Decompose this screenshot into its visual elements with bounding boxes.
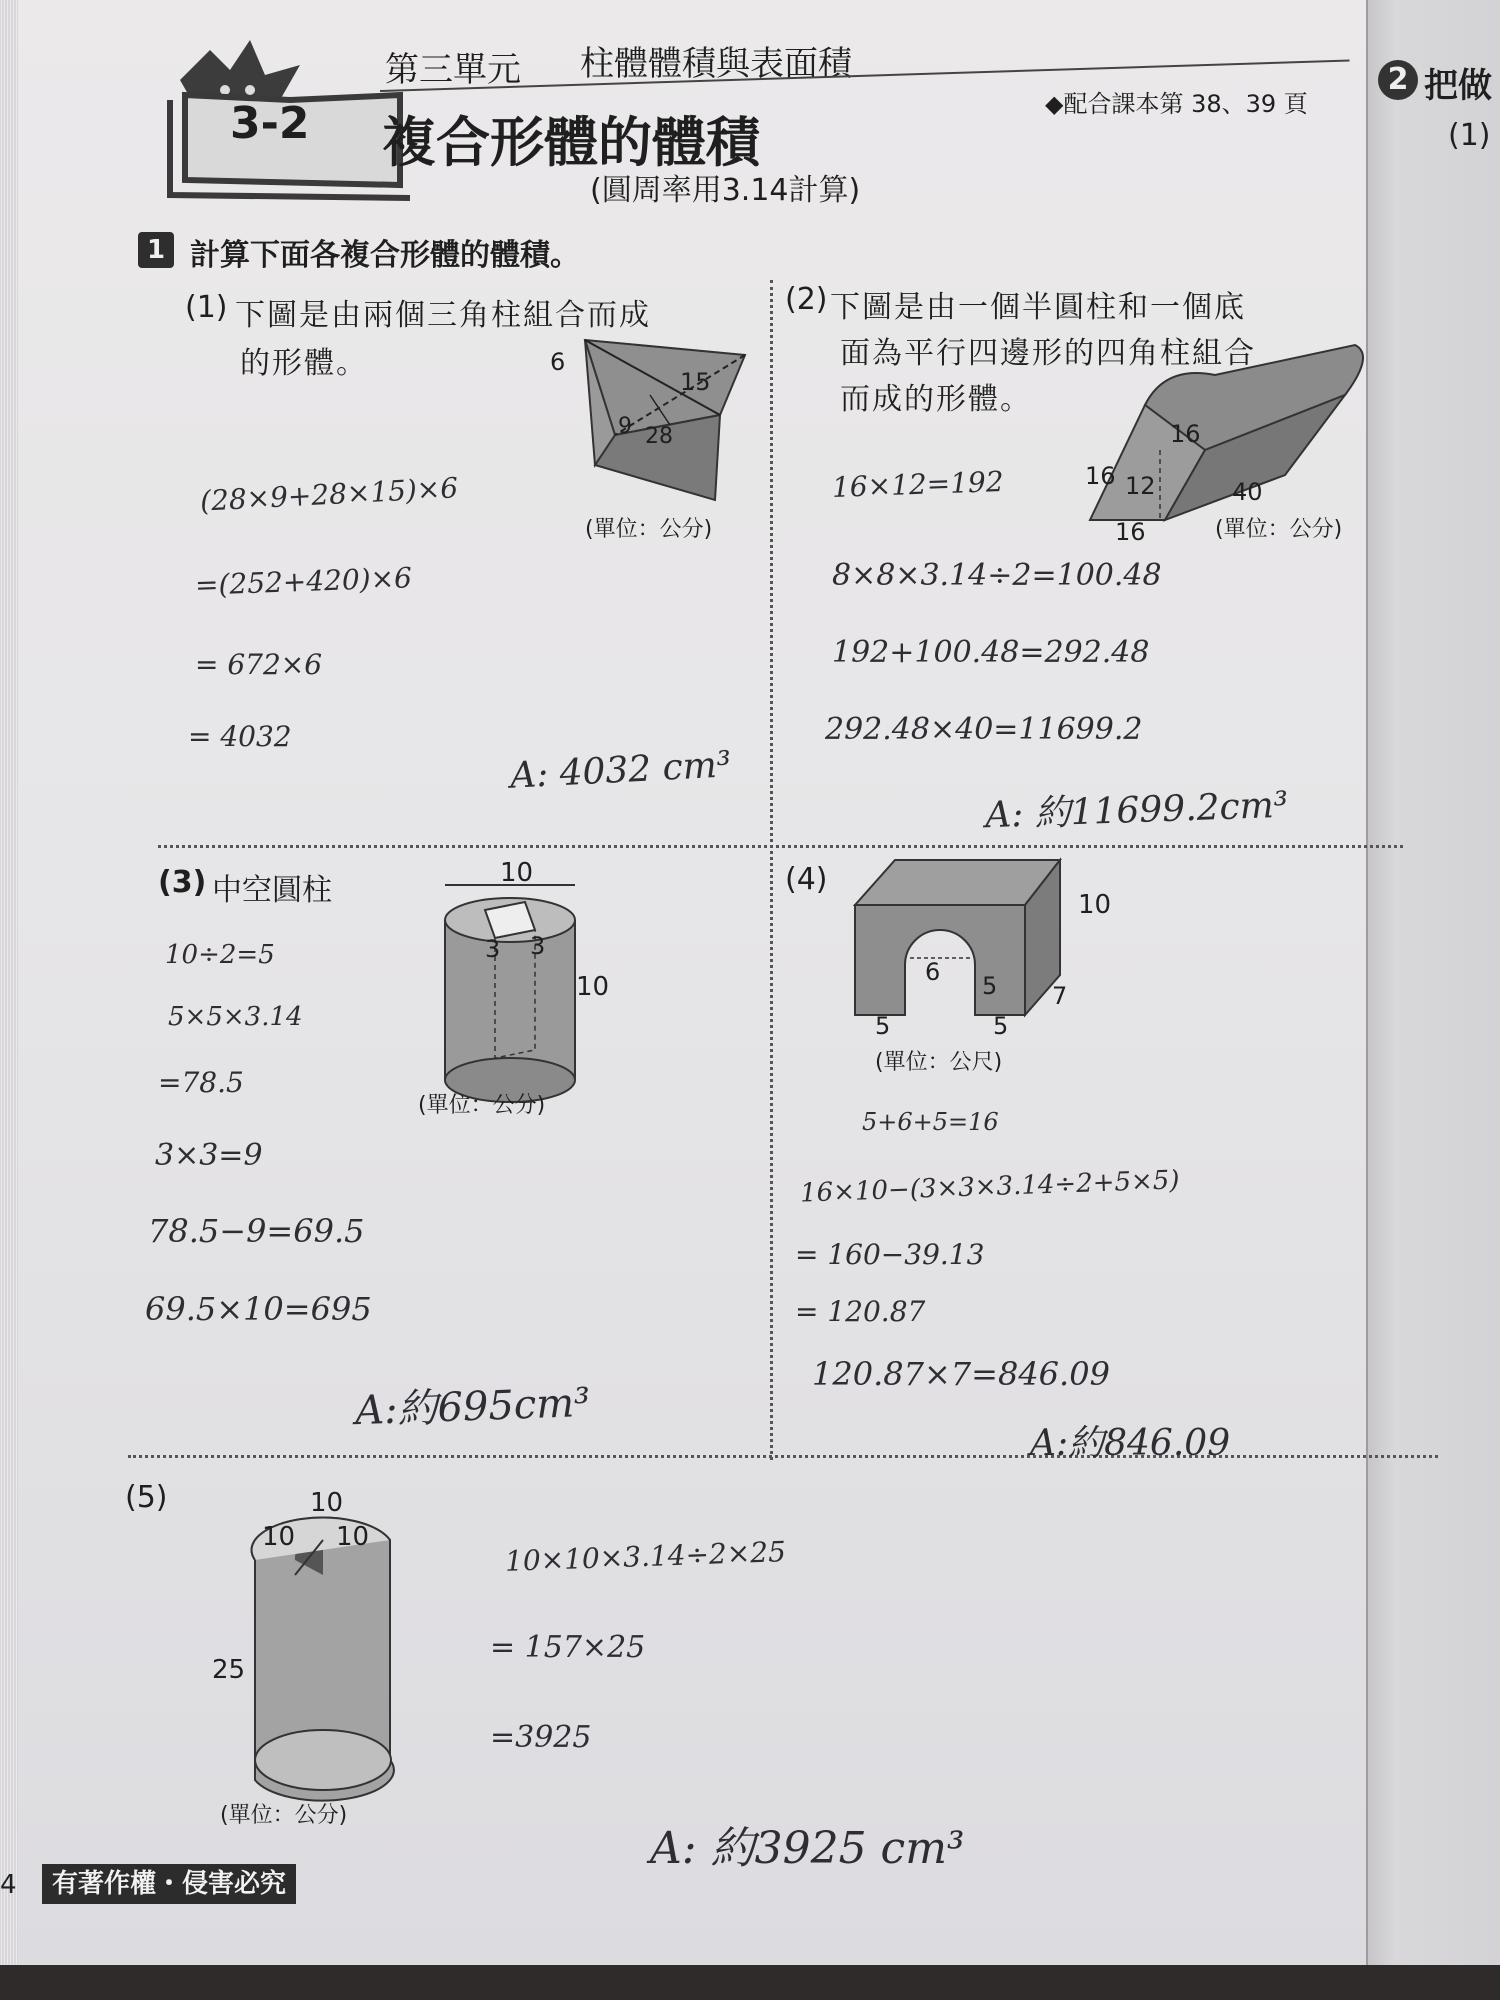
p5-answer: A: 約3925 cm³ xyxy=(650,1823,965,1874)
p5-unit-note: (單位：公分) xyxy=(220,1803,348,1828)
unit-label: 第三單元 xyxy=(385,50,521,90)
p3-dim-side-b: 3 xyxy=(530,932,546,960)
page-number: 4 xyxy=(0,1870,17,1900)
p2-text-line3: 而成的形體。 xyxy=(840,382,1032,417)
column-divider xyxy=(770,280,773,1460)
p2-dim-e: 40 xyxy=(1232,478,1263,506)
p1-unit-note: (單位：公分) xyxy=(585,517,713,542)
section-number-icon: 1 xyxy=(138,232,174,268)
p4-answer: A:約846.09 xyxy=(1030,1423,1231,1464)
pi-note: (圓周率用3.14計算) xyxy=(590,173,861,208)
p2-text-line2: 面為平行四邊形的四角柱組合 xyxy=(840,336,1256,371)
p1-text-line1: 下圖是由兩個三角柱組合而成 xyxy=(235,298,651,333)
p5-dim-height: 25 xyxy=(212,1655,246,1685)
lesson-title: 複合形體的體積 xyxy=(382,111,760,174)
p1-dim-d: 28 xyxy=(645,424,673,449)
p1-dim-a: 6 xyxy=(550,348,566,376)
p1-label: (1) xyxy=(185,290,228,325)
p2-dim-d: 16 xyxy=(1115,518,1146,546)
p4-work-2: 16×10−(3×3×3.14÷2+5×5) xyxy=(799,1165,1180,1209)
section-instruction: 計算下面各複合形體的體積。 xyxy=(190,238,580,273)
p4-dim-inner: 5 xyxy=(982,972,998,1000)
p3-work-1: 10÷2=5 xyxy=(165,940,275,970)
p3-work-5: 78.5−9=69.5 xyxy=(148,1212,365,1250)
p1-work-4: = 4032 xyxy=(188,720,292,753)
p3-dim-side-a: 3 xyxy=(485,935,501,963)
lesson-number: 3-2 xyxy=(230,98,310,149)
p2-work-3: 192+100.48=292.48 xyxy=(832,635,1150,670)
p2-work-1: 16×12=192 xyxy=(831,465,1005,504)
row-divider-1 xyxy=(158,845,1403,848)
p3-label: (3) xyxy=(158,865,207,900)
p4-work-1: 5+6+5=16 xyxy=(862,1108,999,1136)
p3-work-6: 69.5×10=695 xyxy=(145,1290,372,1328)
p4-dim-right: 5 xyxy=(993,1012,1009,1040)
desk-shadow xyxy=(0,1965,1500,2000)
p1-text-line2: 的形體。 xyxy=(240,346,368,381)
p2-text-line1: 下圖是由一個半圓柱和一個底 xyxy=(830,290,1246,325)
p2-dim-a: 16 xyxy=(1170,420,1201,448)
unit-title: 柱體體積與表面積 xyxy=(580,44,852,84)
p4-dim-height: 10 xyxy=(1078,890,1112,920)
p5-label: (5) xyxy=(125,1480,168,1515)
p2-work-2: 8×8×3.14÷2=100.48 xyxy=(832,558,1162,593)
p4-work-4: = 120.87 xyxy=(795,1295,926,1328)
p4-unit-note: (單位：公尺) xyxy=(875,1050,1003,1075)
textbook-reference: ◆配合課本第 38、39 頁 xyxy=(1045,90,1308,118)
p4-work-3: = 160−39.13 xyxy=(795,1238,985,1271)
next-section-badge: 2 xyxy=(1378,60,1418,100)
p2-dim-c: 12 xyxy=(1125,472,1156,500)
p1-answer: A: 4032 cm³ xyxy=(509,744,733,797)
p5-work-3: =3925 xyxy=(490,1720,592,1755)
p4-dim-arch: 6 xyxy=(925,958,941,986)
p1-dim-c: 9 xyxy=(618,414,632,439)
next-section-sub: (1) xyxy=(1448,118,1491,153)
p2-half-cylinder-prism-diagram xyxy=(1085,335,1365,535)
p3-answer: A:約695cm³ xyxy=(354,1379,591,1435)
copyright-label: 有著作權・侵害必究 xyxy=(42,1864,296,1904)
p2-answer: A: 約11699.2cm³ xyxy=(984,784,1289,837)
p3-dim-diameter: 10 xyxy=(500,858,534,888)
p3-unit-note: (單位：公分) xyxy=(418,1093,546,1118)
p1-work-1: (28×9+28×15)×6 xyxy=(199,471,459,518)
p3-work-3: =78.5 xyxy=(158,1066,244,1099)
p5-dim-r1: 10 xyxy=(262,1522,296,1552)
p1-work-2: =(252+420)×6 xyxy=(194,561,413,602)
row-divider-2 xyxy=(128,1455,1438,1458)
p5-dim-r2: 10 xyxy=(310,1488,344,1518)
next-section-text: 把做 xyxy=(1424,66,1492,106)
next-page-edge xyxy=(1366,0,1500,1980)
p2-label: (2) xyxy=(785,282,828,317)
p3-dim-height: 10 xyxy=(576,972,610,1002)
p1-work-3: = 672×6 xyxy=(195,648,323,681)
p2-work-4: 292.48×40=11699.2 xyxy=(825,712,1143,747)
page-stack-edge xyxy=(0,0,18,2000)
p3-title: 中空圓柱 xyxy=(212,873,332,908)
p5-work-2: = 157×25 xyxy=(490,1630,646,1665)
p5-work-1: 10×10×3.14÷2×25 xyxy=(504,1535,787,1578)
p4-label: (4) xyxy=(785,862,828,897)
p2-dim-b: 16 xyxy=(1085,462,1116,490)
p2-unit-note: (單位：公分) xyxy=(1215,517,1343,542)
p4-dim-left: 5 xyxy=(875,1012,891,1040)
p3-work-4: 3×3=9 xyxy=(155,1138,263,1173)
p4-dim-depth: 7 xyxy=(1052,982,1068,1010)
p5-dim-r3: 10 xyxy=(336,1522,370,1552)
p4-work-5: 120.87×7=846.09 xyxy=(812,1355,1110,1393)
p3-work-2: 5×5×3.14 xyxy=(168,1002,303,1032)
p1-dim-b: 15 xyxy=(680,368,711,396)
p4-arch-prism-diagram xyxy=(850,855,1080,1035)
